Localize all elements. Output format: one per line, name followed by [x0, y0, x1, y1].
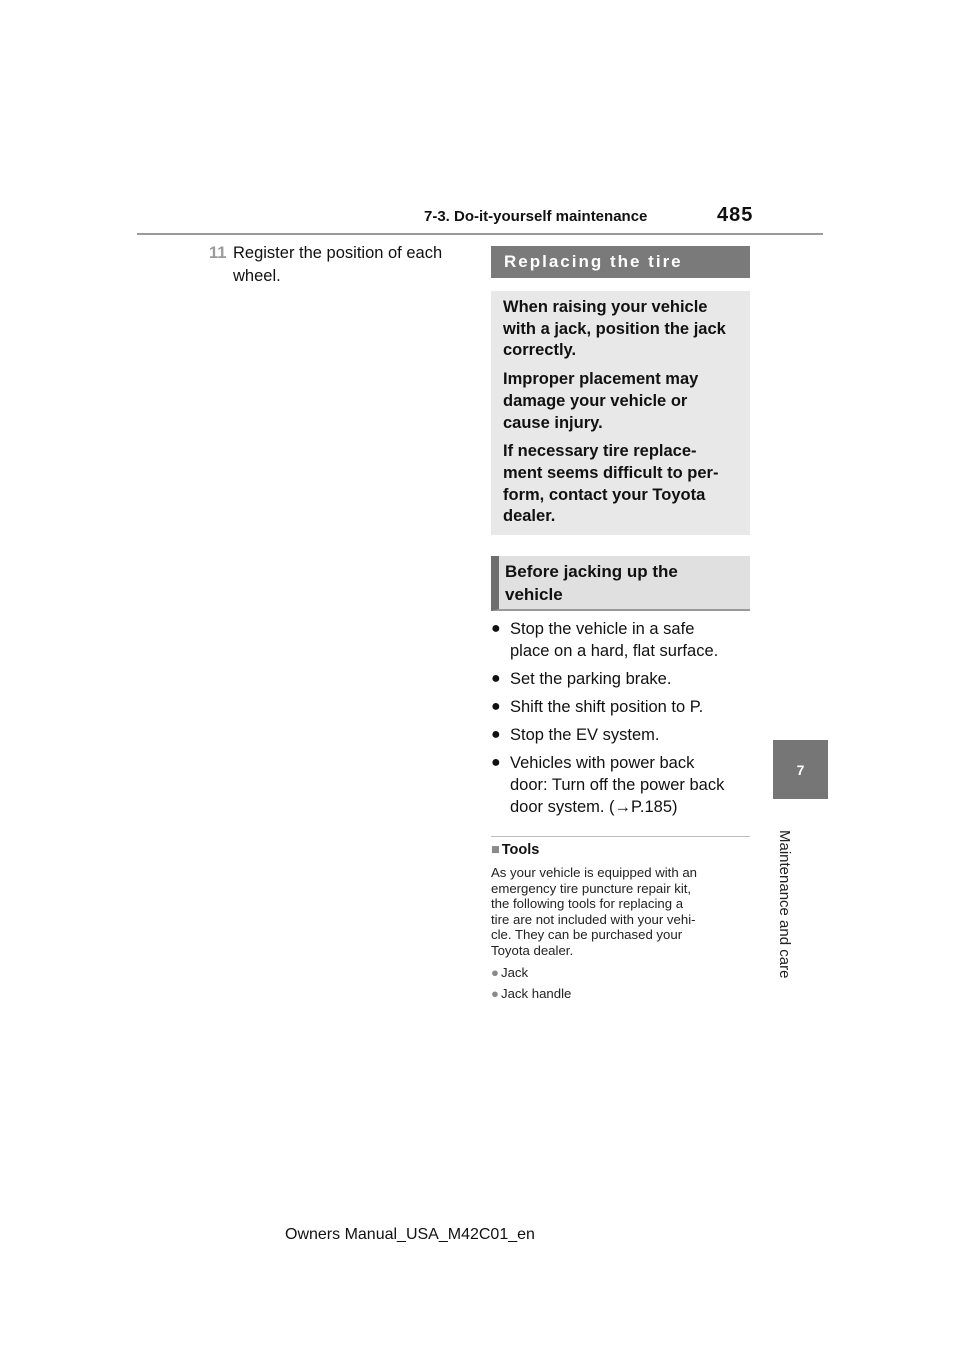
notice-line: ment seems difficult to per- [503, 463, 719, 482]
tools-heading [491, 842, 539, 858]
notice-line: correctly. [503, 341, 577, 360]
tools-line: emergency tire puncture repair kit, [491, 880, 692, 896]
tools-item-text: Jack handle [500, 986, 572, 1002]
notice-line: damage your vehicle or [503, 391, 688, 410]
tools-paragraph [491, 865, 751, 959]
bullet-list [491, 618, 751, 824]
header-rule [137, 233, 823, 235]
tools-list-item [491, 965, 751, 981]
notice-paragraph [503, 369, 738, 434]
tools-body [491, 865, 751, 1002]
tools-line: tire are not included with your vehi- [491, 911, 696, 927]
tools-line: As your vehicle is equipped with an [491, 865, 697, 880]
heading-line: Before jacking up the [505, 562, 678, 581]
notice-paragraph [503, 297, 738, 362]
notice-line: form, contact your Toyota [503, 485, 706, 504]
bullet-line: Stop the vehicle in a safe [510, 620, 695, 638]
section-title: 7-3. Do-it-yourself maintenance [424, 208, 648, 225]
bullet-icon: ● [491, 726, 501, 743]
step-line: Register the position of each [233, 244, 443, 262]
step-text [233, 242, 471, 288]
bullet-line: Stop the EV system. [510, 726, 660, 744]
chapter-tab-number: 7 [773, 740, 828, 799]
tools-line: Toyota dealer. [491, 942, 574, 958]
square-bullet-icon: ■ [491, 842, 500, 858]
page-reference: door system. (→P.185) [510, 798, 678, 816]
bullet-item [491, 618, 751, 662]
bullet-item [491, 724, 751, 746]
notice-paragraph [503, 441, 738, 528]
tools-heading-text: Tools [501, 842, 540, 858]
bullet-line: door: Turn off the power back [510, 776, 725, 794]
bullet-line: Vehicles with power back [510, 754, 695, 772]
notice-line: Improper placement may [503, 370, 699, 389]
notice-line: dealer. [503, 507, 556, 526]
tools-line: the following tools for replacing a [491, 896, 684, 912]
circle-bullet-icon: ● [491, 986, 499, 1002]
step-number: 11 [209, 244, 227, 262]
bullet-item [491, 668, 751, 690]
bullet-item [491, 696, 751, 718]
page-number: 485 [717, 204, 754, 226]
bullet-icon: ● [491, 698, 501, 715]
subheading-rule [491, 836, 750, 837]
step-line: wheel. [233, 267, 281, 285]
bullet-item [491, 752, 751, 818]
circle-bullet-icon: ● [491, 964, 499, 980]
notice-line: When raising your vehicle [503, 298, 708, 316]
chapter-tab-label [772, 830, 802, 990]
section-heading-replacing: Replacing the tire [491, 246, 750, 278]
heading-line: vehicle [505, 585, 563, 604]
subsection-heading-before-jacking [491, 556, 750, 611]
chapter-title: Maintenance and care [776, 830, 793, 979]
bullet-line: Set the parking brake. [510, 670, 672, 688]
bullet-icon: ● [491, 620, 501, 637]
notice-line: cause injury. [503, 413, 603, 432]
bullet-icon: ● [491, 754, 501, 771]
notice-line: If necessary tire replace- [503, 442, 697, 461]
bullet-line: Shift the shift position to P. [510, 698, 704, 716]
tools-item-text: Jack [500, 964, 529, 980]
tools-list-item [491, 986, 751, 1002]
tools-line: cle. They can be purchased your [491, 927, 683, 943]
bullet-icon: ● [491, 670, 501, 687]
footer-manual-id: Owners Manual_USA_M42C01_en [285, 1226, 535, 1243]
bullet-line: place on a hard, flat surface. [510, 642, 719, 660]
notice-box [491, 291, 750, 535]
notice-line: with a jack, position the jack [503, 319, 726, 338]
